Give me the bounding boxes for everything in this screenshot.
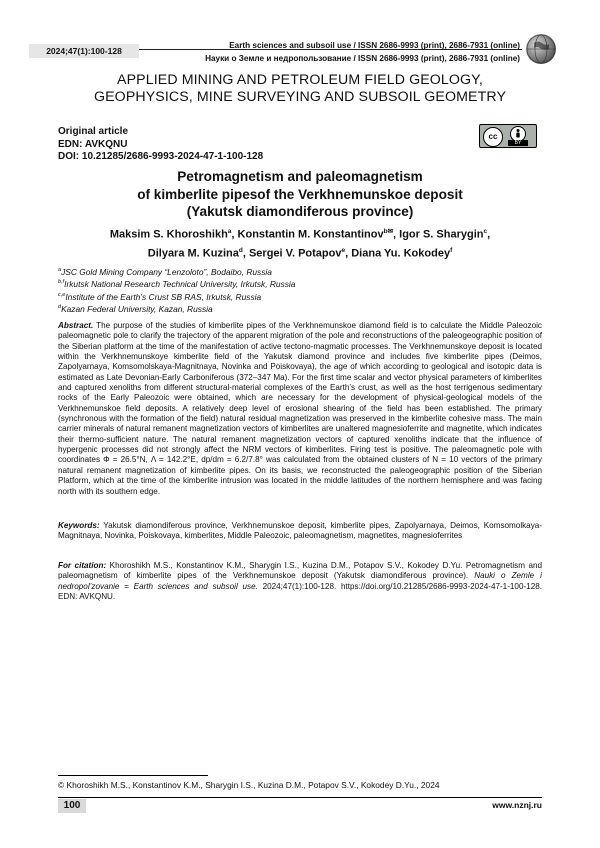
- citation-journal: Nauki o Zemle i nedropol’zovanie = Earth sciences and subsoil use.: [58, 571, 542, 591]
- journal-website-link[interactable]: www.nznj.ru: [492, 800, 542, 810]
- cc-icon: cc: [483, 127, 503, 147]
- author-sup: b✉: [383, 228, 394, 235]
- author-sup: e: [341, 246, 346, 254]
- citation-label: For citation:: [58, 561, 107, 570]
- title-line-2: of kimberlite pipesof the Verkhnemunskoe deposit: [137, 186, 463, 202]
- citation-tail: 2024;47(1):100-128. https://doi.org/10.21285/2686-9993-2024-47-1-100-128. EDN: AVKQNU.: [58, 581, 542, 602]
- footer-rule: [58, 797, 542, 798]
- author-sup: c: [483, 228, 488, 235]
- by-label: BY: [508, 140, 528, 146]
- affiliations: [58, 265, 295, 315]
- abstract-text: The purpose of the studies of kimberlite pipes of the Verkhnemunskoe diamond field is to calculate the Middle Paleozoic paleomagnetic pole to clarify the trajectory of the apparent migration of the pole and reconstructions of the paleogeographic position of the Siberian platform at the time of the manifestation of active tectono-magmatic processes. The Verkhnemunskoye deposit is located within the Verkhnemunskoye kimberlite field of the Yakutsk diamond province and includes five kimberlite pipes (Deimos, Zapolyarnaya, Komsomolskaya-Magnitnaya, Novinka and Poiskovaya), the age of which according to geological and isotopic data is estimated as Late Devonian-Early Carboniferous (372–347 Ma). For the first time scalar and vector physical parameters of kimberlites and captured xenoliths from different structural-material complexes of the Earth’s crust, as well as the host terrigenous sedimentary rocks of the Early Paleozoic were obtained, which are necessary for the development of physical-geological models of the Verkhnemunskoe field deposits. A relatively deep level of erosional shearing of the field has been established. The primary (synchronous with the formation of the field) natural residual magnetization was preserved in the kimberlite cohesive mass. The main carrier minerals of natural remanent magnetization vectors of kimberlites are unaltered magnesioferrite and magnetite, which indicates their thermo-sufficient nature. The natural remanent magnetization vectors of captured xenoliths indicate that the influence of hypergenic processes did not strongly affect the NRM vectors of kimberlites. Firing test is positive. The paleomagnetic pole with coordinates Φ = 26.5°N, Λ = 142.2°E, dp/dm = 6.2/7.8° was calculated from the obtained clusters of N = 10 vectors of the primary natural remanent magnetization of kimberlite pipes. On its basis, we reconstructed the paleogeographic position of the Siberian Platform, which at the time of the kimberlite intrusion was located in the middle latitudes of the northern hemisphere and was facing north with its southern edge.: [58, 321, 542, 496]
- footnote-rule: [58, 775, 208, 776]
- section-line-1: APPLIED MINING AND PETROLEUM FIELD GEOLOGY,: [117, 72, 483, 88]
- globe-icon: [526, 34, 556, 64]
- cc-by-license-badge[interactable]: [479, 124, 537, 148]
- section-line-2: GEOPHYSICS, MINE SURVEYING AND SUBSOIL GEOMETRY: [93, 89, 507, 105]
- affiliation-item: $^d$Kazan Federal University, Kazan, Russia: [58, 303, 213, 314]
- keywords: [58, 521, 542, 542]
- issue-badge: 2024;47(1):100-128: [29, 44, 139, 58]
- title-line-3: (Yakutsk diamondiferous province): [186, 204, 414, 219]
- author: Konstantin M. Konstantinov: [237, 228, 384, 241]
- affiliation-item: $^{b,f}$Irkutsk National Research Technical University, Irkutsk, Russia: [58, 279, 296, 290]
- author: Sergei V. Potapov: [248, 247, 342, 260]
- abstract-label: Abstract.: [58, 321, 94, 330]
- keywords-label: Keywords:: [58, 521, 100, 530]
- author-list: Maksim S. Khoroshikh$^a$, Konstantin M. Konstantinov$^{b✉}$, Igor S. Sharygin$^c$, Dilyara M. Kuzina$^d$, Sergei V. Potapov$^e$, Diana Yu. Kokodey$^f$: [109, 228, 491, 260]
- abstract: [58, 321, 542, 497]
- section-heading: [0, 72, 600, 106]
- author: Dilyara M. Kuzina: [147, 247, 239, 260]
- article-type: Original article: [58, 126, 129, 137]
- author-sup: a: [227, 228, 232, 235]
- journal-title-en: Earth sciences and subsoil use / ISSN 2686-9993 (print), 2686-7931 (online): [229, 41, 520, 50]
- edn: EDN: AVKQNU: [58, 138, 128, 150]
- author: Diana Yu. Kokodey: [351, 247, 451, 260]
- affiliation-item: $^{c,e}$Institute of the Earth’s Crust SB RAS, Irkutsk, Russia: [58, 291, 262, 302]
- journal-header: [205, 40, 520, 64]
- article-meta: [58, 126, 263, 164]
- keywords-text: Yakutsk diamondiferous province, Verkhnemunskoe deposit, kimberlite pipes, Zapolyarnaya, Deimos, Komsomolkaya-Magnitnaya, Novinka, Poiskovaya, kimberlites, Middle Paleozoic, paleomagnetism, magnetites, magnesioferrites: [58, 521, 542, 541]
- doi: DOI: 10.21285/2686-9993-2024-47-1-100-128: [58, 151, 264, 162]
- copyright-notice: © Khoroshikh M.S., Konstantinov K.M., Sharygin I.S., Kuzina D.M., Potapov S.V., Kokodey D.Yu., 2024: [58, 780, 440, 790]
- citation-text: Khoroshikh M.S., Konstantinov K.M., Sharygin I.S., Kuzina D.M., Potapov S.V., Kokodey D.Yu. Petromagnetism and paleomagnetism of kimberlite pipes of the Verkhnemunskoe deposit (Yakutsk diamondiferous province).: [58, 561, 542, 581]
- author-sup: f: [450, 246, 453, 254]
- author-sup: d: [238, 246, 243, 254]
- author: Maksim S. Khoroshikh: [109, 228, 228, 241]
- article-title: [0, 168, 600, 221]
- journal-title-ru: Науки о Земле и недропользование / ISSN 2686-9993 (print), 2686-7931 (online): [205, 53, 520, 63]
- title-line-1: Petromagnetism and paleomagnetism: [177, 169, 423, 184]
- citation: [58, 561, 542, 602]
- affiliation-item: $^a$JSC Gold Mining Company “Lenzoloto”, Bodaibo, Russia: [58, 266, 272, 277]
- page-number: 100: [58, 799, 86, 813]
- author: Igor S. Sharygin: [399, 228, 484, 241]
